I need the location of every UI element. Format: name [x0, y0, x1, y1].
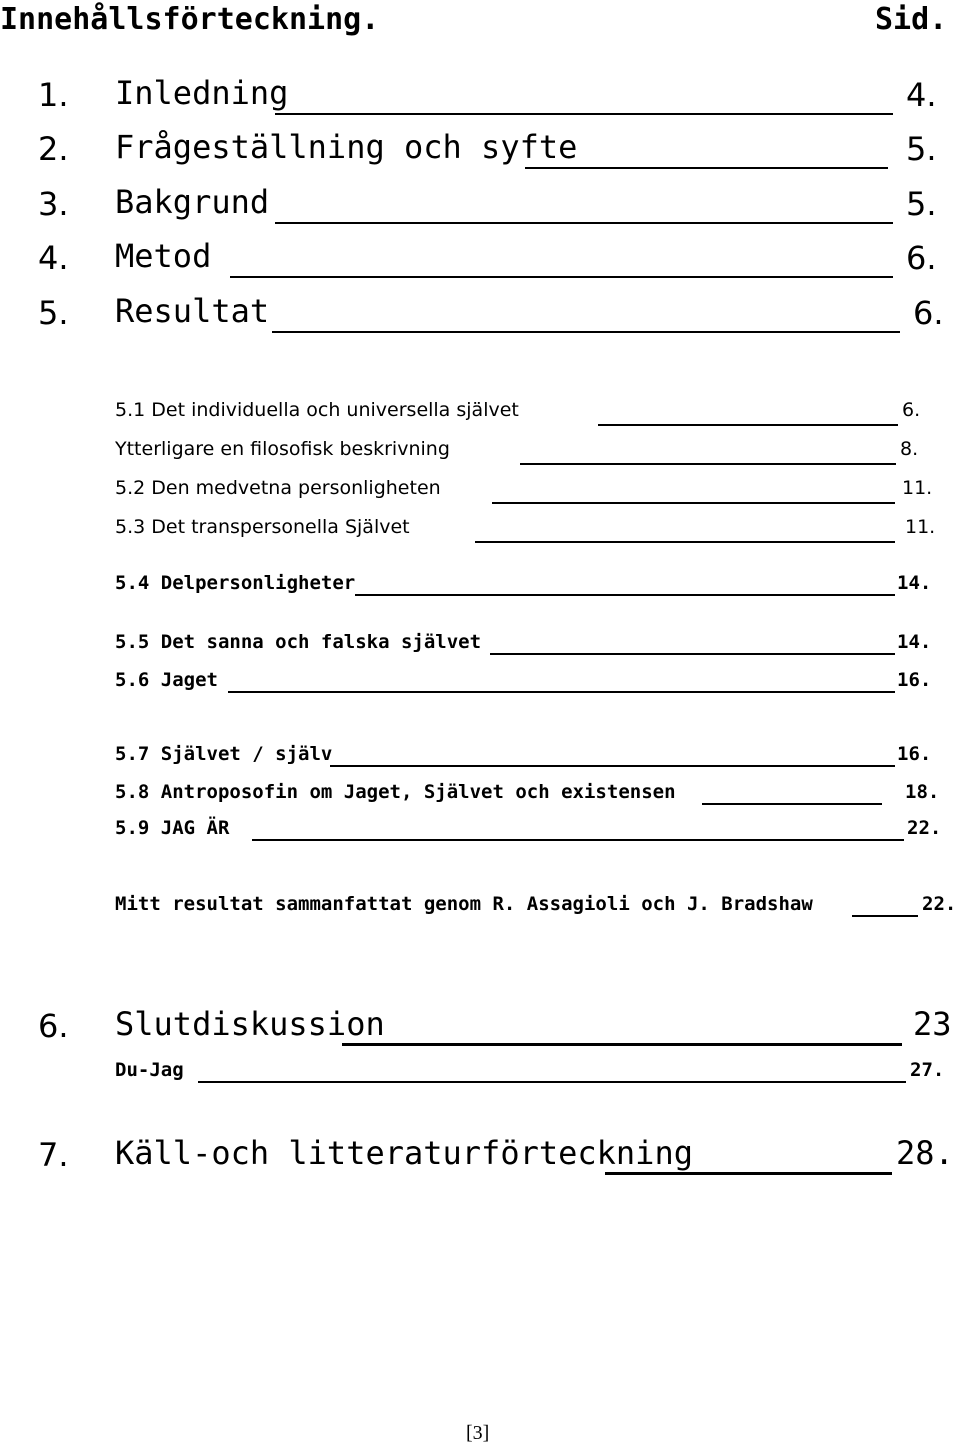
toc-subentry-title[interactable]: 5.2 Den medvetna personligheten: [115, 477, 441, 499]
toc-entry-page: 5.: [906, 185, 937, 223]
toc-entry-number: 2.: [38, 130, 69, 168]
toc-entry-title[interactable]: Frågeställning och syfte: [115, 128, 578, 166]
dot-leader: [272, 331, 900, 333]
dot-leader: [492, 502, 895, 504]
toc-subentry-title[interactable]: Du-Jag: [115, 1059, 184, 1081]
toc-subentry-page: 27.: [910, 1059, 945, 1081]
toc-entry-number: 3.: [38, 185, 69, 223]
dot-leader: [852, 915, 918, 917]
dot-leader: [342, 1043, 902, 1046]
toc-entry-title[interactable]: Inledning: [115, 74, 289, 112]
dot-leader: [198, 1081, 906, 1083]
toc-entry-number: 1.: [38, 76, 69, 114]
dot-leader: [520, 463, 896, 465]
dot-leader: [605, 1172, 892, 1175]
toc-entry-title[interactable]: Resultat: [115, 292, 270, 330]
toc-subentry-title[interactable]: 5.1 Det individuella och universella självet: [115, 399, 519, 421]
toc-entry-page: 23: [913, 1005, 952, 1043]
toc-subentry-page: 8.: [900, 438, 919, 460]
dot-leader: [355, 594, 895, 596]
toc-entry-title[interactable]: Metod: [115, 237, 212, 275]
toc-subentry-page: 22.: [922, 893, 957, 915]
dot-leader: [475, 541, 895, 543]
toc-title: Innehållsförteckning.: [0, 2, 380, 37]
toc-entry-number: 6.: [38, 1007, 69, 1045]
dot-leader: [275, 113, 893, 115]
page-number: [3]: [466, 1422, 490, 1444]
dot-leader: [598, 424, 898, 426]
dot-leader: [490, 653, 895, 655]
toc-entry-title[interactable]: Bakgrund: [115, 183, 270, 221]
toc-subentry-title[interactable]: 5.4 Delpersonligheter: [115, 572, 356, 594]
dot-leader: [230, 276, 893, 278]
dot-leader: [702, 803, 882, 805]
toc-entry-page: 6.: [906, 239, 937, 277]
toc-subentry-page: 14.: [897, 631, 932, 653]
toc-subentry-page: 16.: [897, 743, 932, 765]
toc-subentry-page: 22.: [907, 817, 942, 839]
toc-entry-title[interactable]: Käll-och litteraturförteckning: [115, 1134, 693, 1172]
toc-subentry-title[interactable]: 5.8 Antroposofin om Jaget, Självet och existensen: [115, 781, 676, 803]
toc-subentry-page: 11.: [905, 516, 936, 538]
toc-subentry-title[interactable]: 5.7 Självet / själv: [115, 743, 333, 765]
toc-subentry-title[interactable]: 5.3 Det transpersonella Självet: [115, 516, 410, 538]
dot-leader: [525, 167, 888, 169]
toc-entry-number: 4.: [38, 239, 69, 277]
toc-entry-number: 7.: [38, 1136, 69, 1174]
toc-subentry-title[interactable]: 5.6 Jaget: [115, 669, 218, 691]
dot-leader: [275, 222, 893, 224]
toc-subentry-page: 16.: [897, 669, 932, 691]
toc-subentry-title[interactable]: 5.5 Det sanna och falska självet: [115, 631, 482, 653]
toc-subentry-page: 18.: [905, 781, 940, 803]
toc-subentry-title[interactable]: Mitt resultat sammanfattat genom R. Assagioli och J. Bradshaw: [115, 893, 813, 915]
toc-subentry-page: 6.: [902, 399, 921, 421]
page-column-label: Sid.: [875, 2, 948, 37]
toc-entry-number: 5.: [38, 294, 69, 332]
toc-entry-title[interactable]: Slutdiskussion: [115, 1005, 385, 1043]
toc-entry-page: 28.: [896, 1134, 954, 1172]
dot-leader: [252, 839, 904, 841]
toc-subentry-title[interactable]: 5.9 JAG ÄR: [115, 817, 230, 839]
toc-subentry-title[interactable]: Ytterligare en filosofisk beskrivning: [115, 438, 450, 460]
dot-leader: [330, 765, 895, 767]
toc-subentry-page: 14.: [897, 572, 932, 594]
toc-entry-page: 5.: [906, 130, 937, 168]
toc-entry-page: 6.: [913, 294, 944, 332]
toc-subentry-page: 11.: [902, 477, 933, 499]
dot-leader: [228, 691, 895, 693]
toc-entry-page: 4.: [906, 76, 937, 114]
